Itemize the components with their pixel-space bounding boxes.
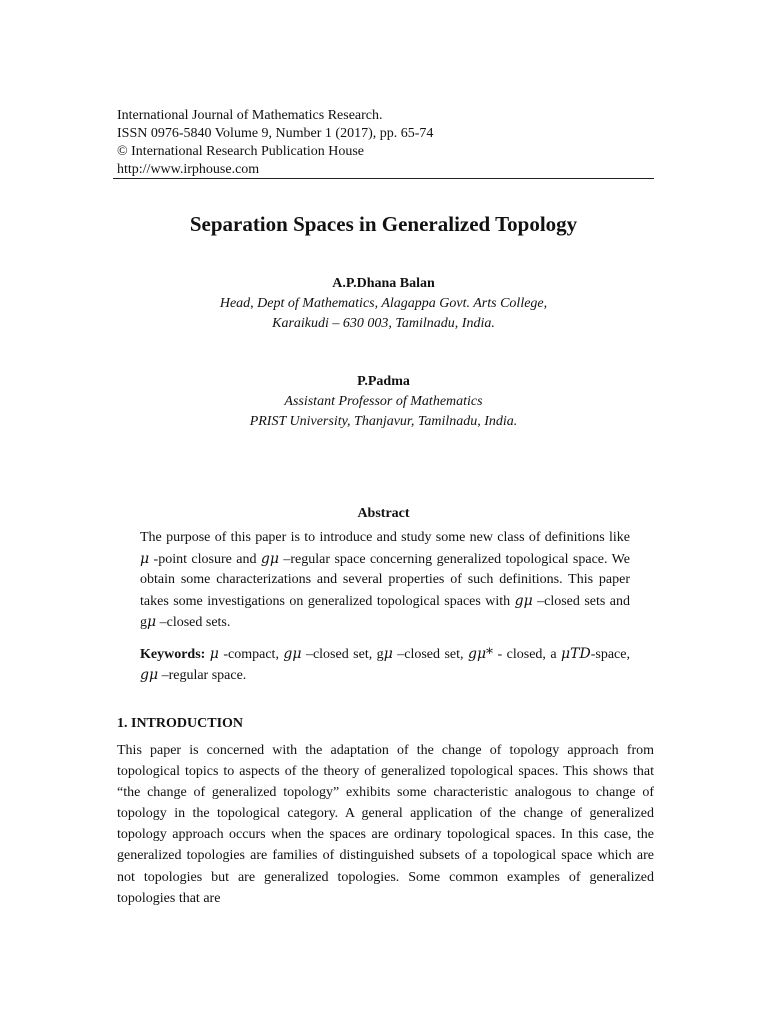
journal-name: International Journal of Mathematics Research. — [117, 108, 383, 123]
journal-url[interactable]: http://www.irphouse.com — [117, 162, 260, 177]
math-symbol: μ — [140, 550, 150, 567]
math-symbol: μ — [147, 614, 157, 630]
author-affiliation: PRIST University, Thanjavur, Tamilnadu, India. — [249, 414, 518, 429]
keywords-label: Keywords: — [140, 646, 206, 662]
abstract-text — [140, 528, 630, 634]
math-symbol: gμ* — [468, 645, 494, 662]
author-affiliation: Head, Dept of Mathematics, Alagappa Govt. Arts College, — [219, 296, 548, 311]
abstract-text-run: –regular space concerning generalized topological space. We obtain some characterizations and several properties of such definitions. This paper takes some investigations on generalized topological spaces with — [140, 551, 630, 609]
math-symbol: gμ — [514, 592, 533, 609]
math-symbol: μTD — [561, 645, 591, 662]
author-affiliation: Karaikudi – 630 003, Tamilnadu, India. — [272, 316, 495, 331]
keywords-text-run: –closed set, — [392, 646, 468, 662]
author-affiliation: Assistant Professor of Mathematics — [284, 394, 483, 409]
paper-title: Separation Spaces in Generalized Topology — [189, 212, 578, 236]
author-block — [113, 372, 654, 432]
keywords — [140, 644, 630, 687]
abstract-text-run: The purpose of this paper is to introduce and study some new class of definitions like — [140, 530, 630, 545]
journal-issn: ISSN 0976-5840 Volume 9, Number 1 (2017), pp. 65-74 — [117, 126, 434, 141]
math-symbol: μ — [209, 645, 219, 662]
abstract-text-run: -point closure and — [149, 551, 261, 567]
section-heading: 1. INTRODUCTION — [117, 716, 244, 731]
abstract-text-run: –closed sets and g — [140, 593, 630, 630]
abstract-heading: Abstract — [357, 506, 410, 521]
math-symbol: gμ — [283, 645, 302, 662]
keywords-text-run: –closed set, g — [301, 646, 384, 662]
header-divider — [113, 178, 654, 179]
introduction-section — [117, 740, 654, 909]
keywords-text-run: -compact, — [218, 646, 284, 662]
journal-publisher: © International Research Publication House — [117, 144, 365, 159]
author-block — [113, 274, 654, 334]
journal-header — [117, 107, 654, 179]
author-name: P.Padma — [357, 374, 410, 389]
abstract-section — [140, 528, 630, 687]
math-symbol: gμ — [260, 550, 279, 567]
abstract-text-run: –closed sets. — [156, 615, 231, 630]
math-symbol: gμ — [140, 667, 159, 683]
introduction-paragraph: This paper is concerned with the adaptation of the change of topology approach from topological topics to aspects of the theory of generalized topological spaces. This shows that “the change of generalized topology” exhibits some characteristic analogous to change of topology in the topological category. A general application of the change of generalized topology approach occurs when the spaces are ordinary topological spaces. In this case, the generalized topologies are families of distinguished subsets of a topological space which are not topologies but are generalized topologies. Some common examples of generalized topologies that are — [117, 743, 654, 906]
author-name: A.P.Dhana Balan — [332, 276, 435, 291]
keywords-text-run: –regular space. — [158, 668, 247, 683]
math-symbol: μ — [383, 645, 393, 662]
keywords-text-run: - closed, a — [493, 646, 562, 662]
keywords-text-run: -space, — [590, 646, 630, 662]
